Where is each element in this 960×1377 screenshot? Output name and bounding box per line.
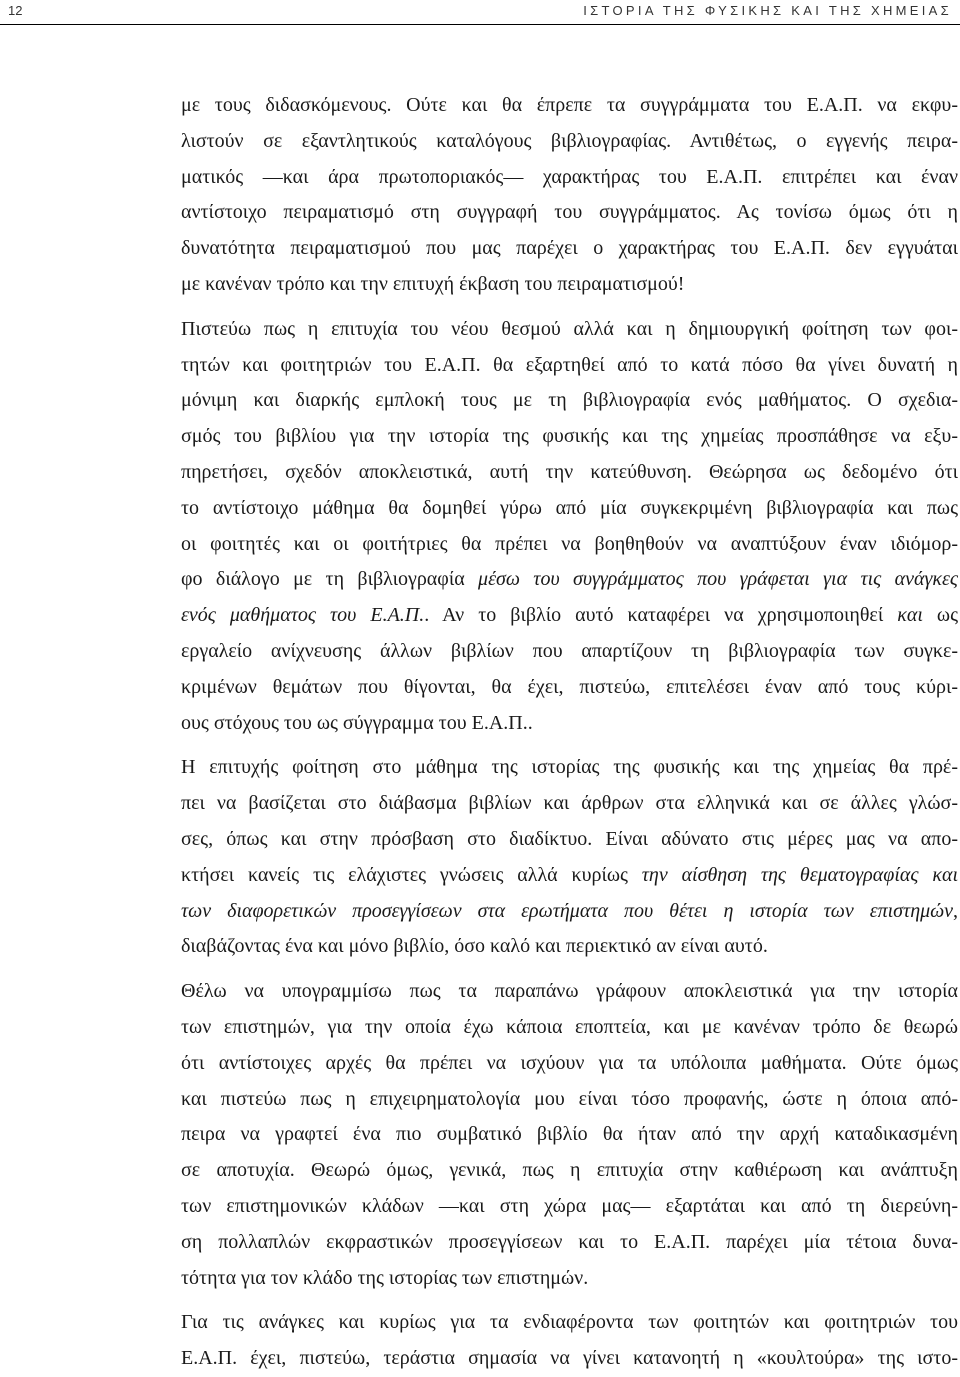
text-line: μόνιμη και διαρκής εμπλοκή τους με τη βιβλιογραφία ενός μαθήματος. Ο σχεδια- <box>181 389 958 412</box>
text-line: ματικός —και άρα πρωτοποριακός— χαρακτήρας του Ε.Α.Π. επιτρέπει και έναν <box>181 165 958 188</box>
text-line: Για τις ανάγκες και κυρίως για τα ενδιαφέροντα των φοιτητών και φοιτητριών του <box>181 1311 958 1334</box>
paragraph <box>181 750 958 965</box>
text-line: τητών και φοιτητριών του Ε.Α.Π. θα εξαρτηθεί από το κατά πόσο θα γίνει δυνατή η <box>181 353 958 376</box>
text-line <box>181 598 958 634</box>
text-run: . Αν το βιβλίο αυτό καταφέρει να χρησιμοποιηθεί <box>424 604 898 627</box>
text-run: κτήσει κανείς τις ελάχιστες γνώσεις αλλά κυρίως <box>181 863 642 886</box>
paragraph <box>181 312 958 742</box>
text-line: Θέλω να υπογραμμίσω πως τα παραπάνω γράφουν αποκλειστικά για την ιστορία <box>181 980 958 1003</box>
running-head-title: ΙΣΤΟΡΙΑ ΤΗΣ ΦΥΣΙΚΗΣ ΚΑΙ ΤΗΣ ΧΗΜΕΙΑΣ <box>583 3 952 18</box>
body-text <box>181 88 958 1377</box>
paragraph <box>181 974 958 1296</box>
text-line: σε αποτυχία. Θεωρώ όμως, γενικά, πως η επιτυχία στην καθιέρωση και ανάπτυξη <box>181 1159 958 1182</box>
page-number: 12 <box>8 3 23 18</box>
text-line: αντίστοιχο πειραματισμό στη συγγραφή του συγγράμματος. Ας τονίσω όμως ότι η <box>181 201 958 224</box>
text-line: λιστούν σε εξαντλητικούς καταλόγους βιβλιογραφίας. Αντιθέτως, ο εγγενής πειρα- <box>181 129 958 152</box>
text-line: των επιστημών, για την οποία έχω κάποια εποπτεία, και με κανέναν τρόπο δε θεωρώ <box>181 1015 958 1038</box>
italic-text: ενός μαθήματος του Ε.Α.Π. <box>181 604 425 627</box>
text-run: φο διάλογο με τη βιβλιογραφία <box>181 568 479 591</box>
text-line: οι φοιτητές και οι φοιτήτριες θα πρέπει να βοηθηθούν να αναπτύξουν έναν ιδιόμορ- <box>181 532 958 555</box>
text-line: των επιστημονικών κλάδων —και στη χώρα μας— εξαρτάται και από τη διερεύνη- <box>181 1194 958 1217</box>
text-line: πειρα να γραφτεί ένα πιο συμβατικό βιβλίο θα ήταν από την αρχή καταδικασμένη <box>181 1123 958 1146</box>
text-line: ση πολλαπλών εκφραστικών προσεγγίσεων και το Ε.Α.Π. παρέχει μία τέτοια δυνα- <box>181 1230 958 1253</box>
text-line: με κανέναν τρόπο και την επιτυχή έκβαση του πειραματισμού! <box>181 272 685 295</box>
text-line: Η επιτυχής φοίτηση στο μάθημα της ιστορίας της φυσικής και της χημείας θα πρέ- <box>181 756 958 779</box>
text-line: πει να βασίζεται στο διάβασμα βιβλίων και άρθρων στα ελληνικά και σε άλλες γλώσ- <box>181 792 958 815</box>
text-run: , <box>953 899 958 922</box>
text-line <box>181 894 958 930</box>
paragraph <box>181 1305 958 1377</box>
text-line: πηρετήσει, σχεδόν αποκλειστικά, αυτή την κατεύθυνση. Θεώρησα ως δεδομένο ότι <box>181 460 958 483</box>
italic-text: μέσω του συγγράμματος που γράφεται για τις ανάγκες <box>478 568 958 591</box>
text-run: ως <box>922 604 958 627</box>
text-line <box>181 562 958 598</box>
text-line: σμός του βιβλίου για την ιστορία της φυσικής και της χημείας προσπάθησε να εξυ- <box>181 425 958 448</box>
text-line: Ε.Α.Π. έχει, πιστεύω, τεράστια σημασία να γίνει κατανοητή η «κουλτούρα» της ιστο- <box>181 1347 958 1370</box>
text-line: το αντίστοιχο μάθημα θα δομηθεί γύρω από μία συγκεκριμένη βιβλιογραφία και πως <box>181 496 958 519</box>
text-line: διαβάζοντας ένα και μόνο βιβλίο, όσο καλό και περιεκτικό αν είναι αυτό. <box>181 935 768 958</box>
text-line: δυνατότητα πειραματισμού που μας παρέχει ο χαρακτήρας του Ε.Α.Π. δεν εγγυάται <box>181 237 958 260</box>
italic-text: των διαφορετικών προσεγγίσεων στα ερωτήματα που θέτει η ιστορία των επιστημών <box>181 899 953 922</box>
paragraph <box>181 88 958 303</box>
running-header <box>0 0 960 25</box>
italic-text: και <box>897 604 923 627</box>
text-line: σες, όπως και στην πρόσβαση στο διαδίκτυο. Είναι αδύνατο στις μέρες μας να απο- <box>181 827 958 850</box>
text-line: εργαλείο ανίχνευσης άλλων βιβλίων που απαρτίζουν τη βιβλιογραφία των συγκε- <box>181 639 958 662</box>
text-line: ότι αντίστοιχες αρχές θα πρέπει να ισχύουν για τα υπόλοιπα μαθήματα. Ούτε όμως <box>181 1051 958 1074</box>
text-line: ους στόχους του ως σύγγραμμα του Ε.Α.Π.. <box>181 711 533 734</box>
text-line: Πιστεύω πως η επιτυχία του νέου θεσμού αλλά και η δημιουργική φοίτηση των φοι- <box>181 317 958 340</box>
text-line: κριμένων θεμάτων που θίγονται, θα έχει, πιστεύω, επιτελέσει έναν από τους κύρι- <box>181 675 958 698</box>
text-line: και πιστεύω πως η επιχειρηματολογία μου είναι τόσο προφανής, ώστε η όποια από- <box>181 1087 958 1110</box>
italic-text: την αίσθηση της θεματογραφίας και <box>641 863 958 886</box>
text-line: με τους διδασκόμενους. Ούτε και θα έπρεπε τα συγγράμματα του Ε.Α.Π. να εκφυ- <box>181 94 958 116</box>
text-line <box>181 858 958 894</box>
text-line: τότητα για τον κλάδο της ιστορίας των επιστημών. <box>181 1266 589 1289</box>
